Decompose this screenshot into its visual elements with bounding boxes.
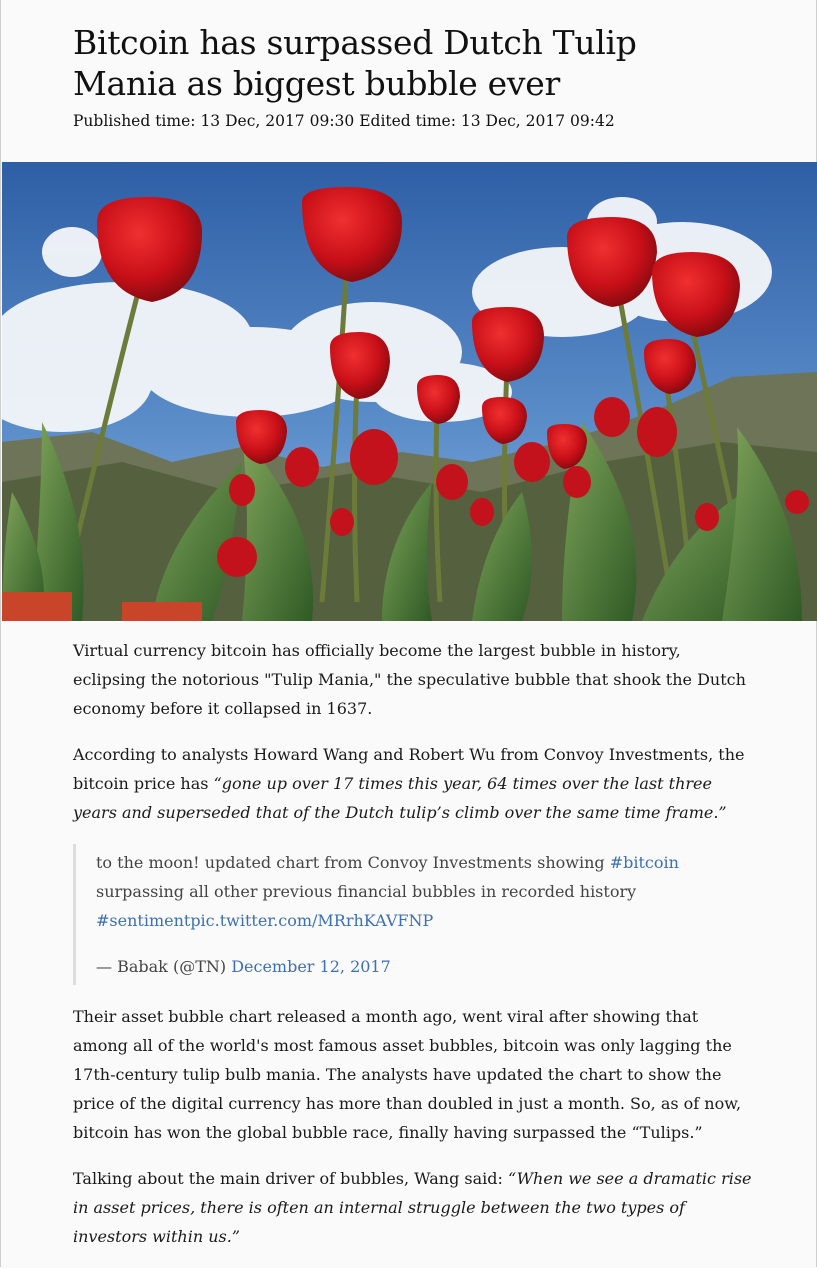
tweet-author: — Babak (@TN) (96, 957, 232, 976)
tweet-text (96, 848, 753, 935)
hero-image (2, 162, 817, 621)
article-body (73, 636, 753, 1268)
paragraph-2 (73, 740, 753, 827)
article-meta (73, 112, 744, 130)
paragraph-4-lead: Talking about the main driver of bubbles, Wang said: (73, 1169, 508, 1188)
tweet-attribution (96, 952, 753, 981)
embedded-tweet (73, 844, 753, 985)
paragraph-4-quote: “When we see a dramatic rise in asset prices, there is often an internal struggle between the two types of investors within us.” (73, 1169, 752, 1246)
tweet-pic-link[interactable]: pic.twitter.com/MRrhKAVFNP (190, 911, 434, 930)
tweet-text-a: to the moon! updated chart from Convoy Investments showing (96, 853, 610, 872)
published-time: 13 Dec, 2017 09:30 (200, 112, 355, 130)
published-label: Published time: (73, 112, 196, 130)
paragraph-3: Their asset bubble chart released a month ago, went viral after showing that among all of the world's most famous asset bubbles, bitcoin was only lagging the 17th-century tulip bulb mania. The analysts have updated the chart to show the price of the digital currency has more than doubled in just a month. So, as of now, bitcoin has won the global bubble race, finally having surpassed the “Tulips.” (73, 1007, 742, 1142)
tweet-date-link[interactable]: December 12, 2017 (231, 957, 391, 976)
paragraph-2-quote: “gone up over 17 times this year, 64 times over the last three years and superseded that of the Dutch tulip’s climb over the same time frame.” (73, 774, 727, 822)
tweet-text-b: surpassing all other previous financial bubbles in recorded history (96, 882, 637, 901)
edited-time: 13 Dec, 2017 09:42 (460, 112, 615, 130)
edited-label: Edited time: (359, 112, 456, 130)
paragraph-1: Virtual currency bitcoin has officially become the largest bubble in history, eclipsing the notorious "Tulip Mania," the speculative bubble that shook the Dutch economy before it collapsed in 1637. (73, 641, 746, 718)
paragraph-4 (73, 1164, 753, 1251)
article-title: Bitcoin has surpassed Dutch Tulip Mania as biggest bubble ever (73, 23, 637, 103)
paragraph-2-lead: According to analysts Howard Wang and Robert Wu from Convoy Investments, the bitcoin price has (73, 745, 745, 793)
hashtag-sentiment-link[interactable]: #sentiment (96, 911, 191, 930)
tulips-photo-icon (2, 162, 817, 621)
hashtag-bitcoin-link[interactable]: #bitcoin (609, 853, 679, 872)
